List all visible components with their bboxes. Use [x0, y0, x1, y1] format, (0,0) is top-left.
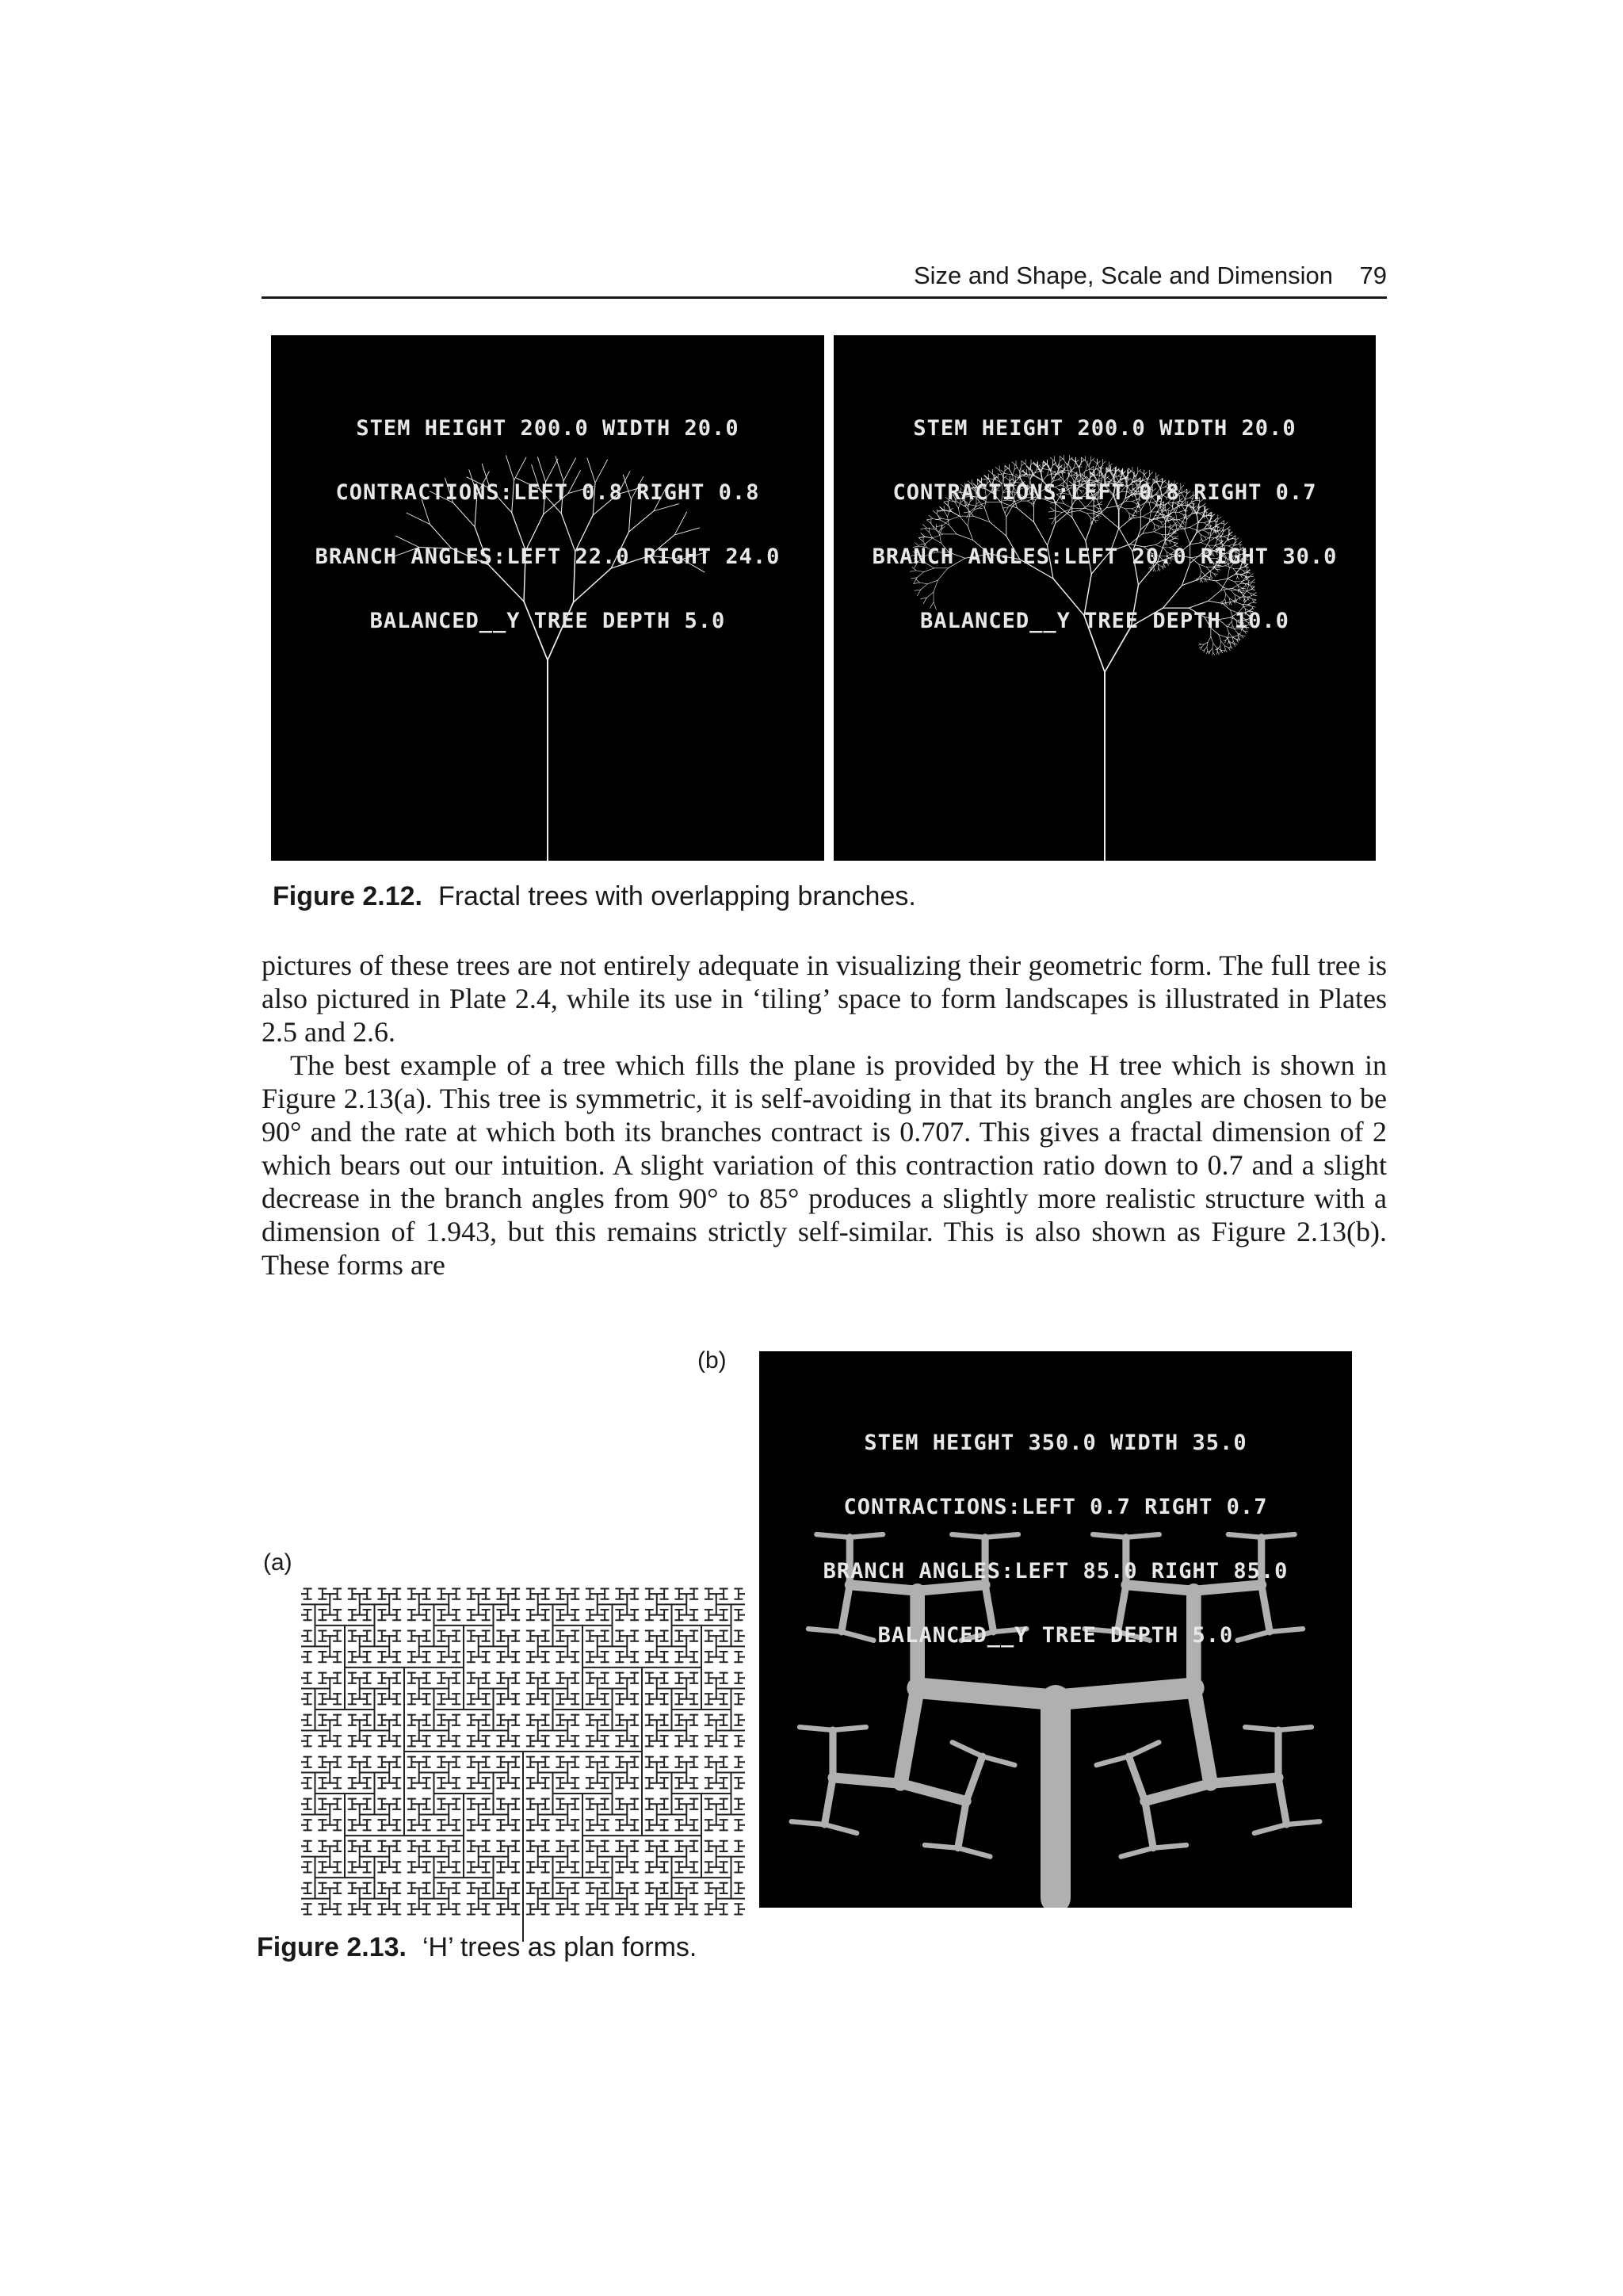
figure-2-13-label-a: (a): [263, 1549, 292, 1576]
thick-branch: [953, 1742, 983, 1756]
thick-branch: [792, 1821, 825, 1824]
thick-branch: [1097, 1756, 1129, 1765]
thick-branch: [1286, 1821, 1319, 1824]
thick-branch: [966, 1756, 983, 1801]
thick-branch: [1193, 1688, 1210, 1784]
readout-line: BALANCED__Y TREE DEPTH 5.0: [877, 1623, 1234, 1648]
thick-branch: [1153, 1845, 1186, 1848]
thick-branch: [918, 1688, 1056, 1700]
thick-branch: [800, 1727, 833, 1730]
readout-line: BRANCH ANGLES:LEFT 20.0 RIGHT 30.0: [872, 544, 1338, 569]
thick-branch: [925, 1845, 958, 1848]
readout-line: STEM HEIGHT 200.0 WIDTH 20.0: [913, 416, 1296, 441]
thick-branch: [983, 1756, 1015, 1765]
thick-branch: [1278, 1727, 1312, 1730]
figure-2-12-left-panel: [271, 335, 824, 861]
thick-branch: [825, 1824, 857, 1833]
thick-branch: [1056, 1688, 1193, 1700]
thick-branch: [1211, 1778, 1278, 1783]
readout-line: CONTRACTIONS:LEFT 0.8 RIGHT 0.7: [892, 480, 1317, 505]
running-head-title: Size and Shape, Scale and Dimension: [913, 262, 1333, 289]
readout-line: CONTRACTIONS:LEFT 0.7 RIGHT 0.7: [843, 1495, 1268, 1519]
figure-2-13-caption: [257, 1932, 697, 1963]
figure-number: Figure 2.13.: [257, 1932, 407, 1962]
figure-number: Figure 2.12.: [273, 881, 422, 911]
thick-branch: [833, 1727, 866, 1730]
right-panel-readout: [834, 375, 1376, 674]
readout-line: CONTRACTIONS:LEFT 0.8 RIGHT 0.8: [335, 480, 760, 505]
left-panel-readout: [271, 375, 824, 674]
readout-line: STEM HEIGHT 350.0 WIDTH 35.0: [864, 1431, 1247, 1455]
thick-branch: [958, 1848, 991, 1857]
readout-line: BALANCED__Y TREE DEPTH 10.0: [920, 609, 1289, 633]
thick-branch: [900, 1688, 917, 1784]
panel-b-readout: [759, 1389, 1352, 1689]
thick-branch: [1121, 1848, 1154, 1857]
caption-text: ‘H’ trees as plan forms.: [422, 1932, 697, 1962]
thick-branch: [1145, 1783, 1211, 1801]
thick-branch: [1128, 1742, 1159, 1756]
paragraph: pictures of these trees are not entirely adequate in visualizing their geometric form. The full tree is also pictured in Plate 2.4, while its use in ‘tiling’ space to form landscapes is illustrated in Plates 2.5 and 2.6.: [262, 949, 1387, 1048]
paragraph: The best example of a tree which fills the plane is provided by the H tree which is shown in Figure 2.13(a). This tree is symmetric, it is self-avoiding in that its branch angles are chosen to be 90° and the rate at which both its branches contract is 0.707. This gives a fractal dimension of 2 which bears out our intuition. A slight variation of this contraction ratio down to 0.7 and a slight decrease in the branch angles from 90° to 85° produces a slightly more realistic structure with a dimension of 1.943, but this remains strictly self-similar. This is also shown as Figure 2.13(b). These forms are: [262, 1049, 1387, 1281]
page-number: 79: [1359, 262, 1387, 289]
thick-branch: [900, 1783, 966, 1801]
readout-line: STEM HEIGHT 200.0 WIDTH 20.0: [356, 416, 739, 441]
thick-branch: [1145, 1801, 1153, 1848]
figure-2-12-caption: [273, 881, 916, 912]
readout-line: BRANCH ANGLES:LEFT 85.0 RIGHT 85.0: [823, 1559, 1289, 1584]
readout-line: BRANCH ANGLES:LEFT 22.0 RIGHT 24.0: [315, 544, 781, 569]
thick-branch: [825, 1778, 833, 1824]
thick-branch: [958, 1801, 966, 1848]
caption-text: Fractal trees with overlapping branches.: [437, 881, 916, 911]
running-head: [262, 260, 1387, 299]
figure-2-13-label-b: (b): [697, 1347, 727, 1373]
h-tree-diagram: [301, 1553, 745, 1942]
body-text: [262, 949, 1387, 1282]
readout-line: BALANCED__Y TREE DEPTH 5.0: [369, 609, 726, 633]
thick-branch: [1254, 1824, 1287, 1833]
thick-branch: [833, 1778, 900, 1783]
thick-branch: [1245, 1727, 1278, 1730]
thick-branch: [1128, 1756, 1145, 1801]
figure-2-12-right-panel: [834, 335, 1376, 861]
thick-branch: [1278, 1778, 1286, 1824]
figure-2-13-b-panel: [759, 1351, 1352, 1908]
